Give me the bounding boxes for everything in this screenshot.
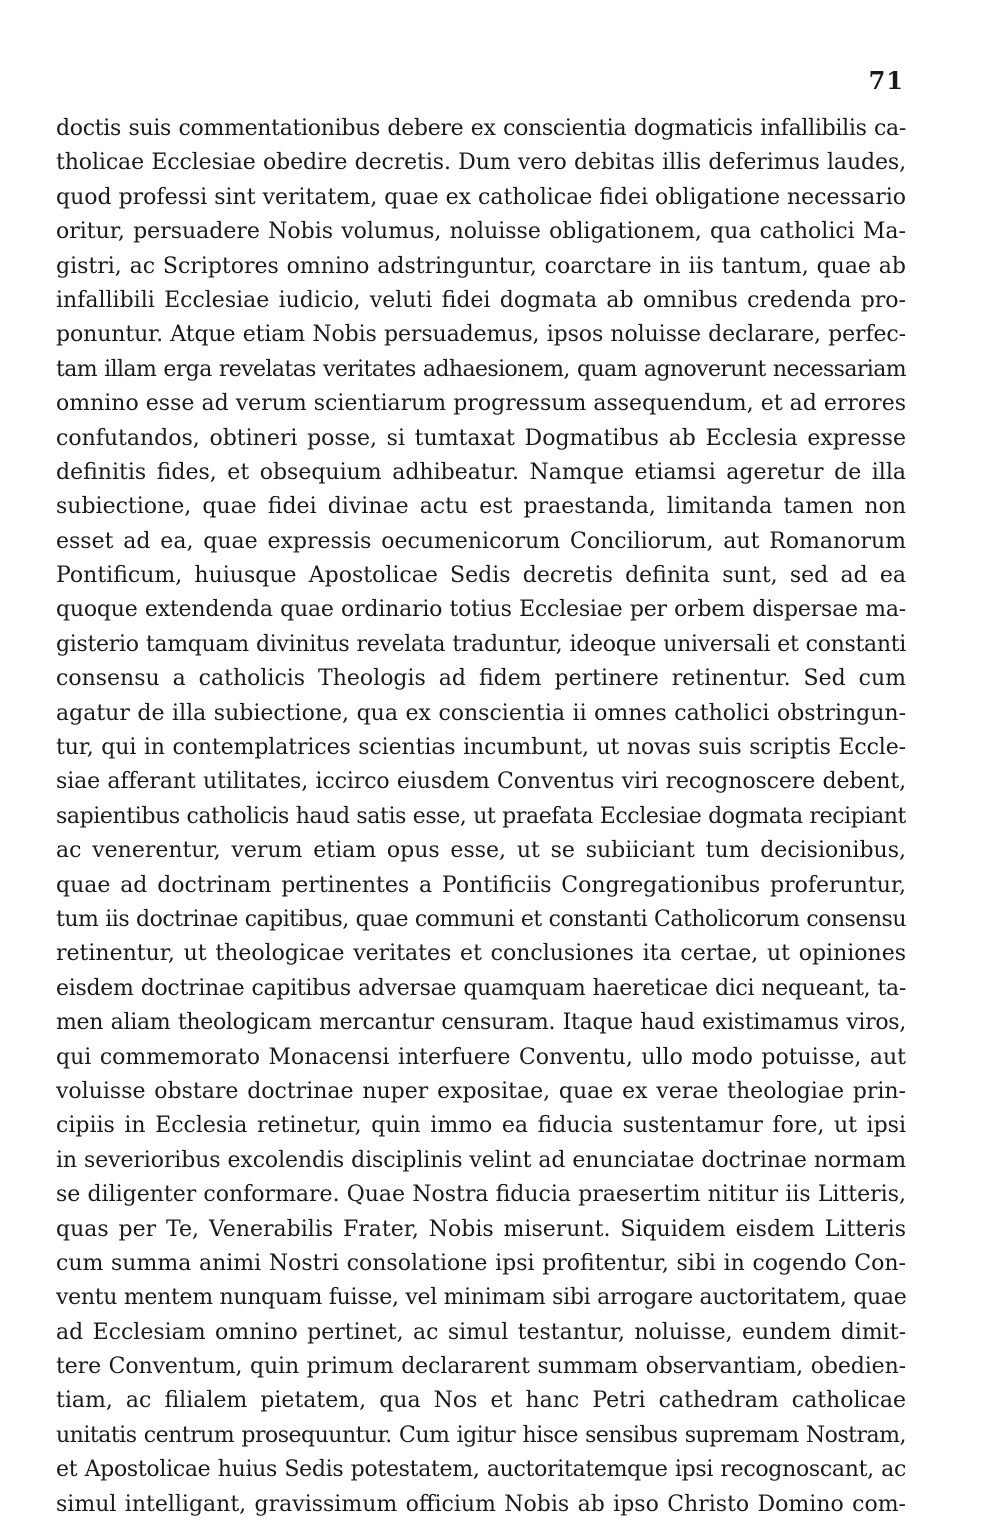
text-line: men aliam theologicam mercantur censuram. Itaque haud existimamus viros,	[56, 1010, 906, 1036]
text-line: ventu mentem nunquam fuisse, vel minimam sibi arrogare auctoritatem, quae	[56, 1285, 906, 1311]
text-line: agatur de illa subiectione, qua ex conscientia ii omnes catholici obstringun-	[56, 700, 906, 726]
text-line: voluisse obstare doctrinae nuper expositae, quae ex verae theologiae prin-	[56, 1078, 906, 1104]
text-line: quae ad doctrinam pertinentes a Pontificiis Congregationibus proferuntur,	[56, 872, 906, 898]
text-line: cum summa animi Nostri consolatione ipsi profitentur, sibi in cogendo Con-	[56, 1250, 906, 1276]
text-line: sapientibus catholicis haud satis esse, ut praefata Ecclesiae dogmata recipiant	[56, 803, 906, 829]
text-line: simul intelligant, gravissimum officium Nobis ab ipso Christo Domino com-	[56, 1491, 906, 1517]
text-line: qui commemorato Monacensi interfuere Conventu, ullo modo potuisse, aut	[56, 1044, 906, 1070]
text-line: quoque extendenda quae ordinario totius Ecclesiae per orbem dispersae ma-	[56, 597, 906, 623]
text-line: gisterio tamquam divinitus revelata traduntur, ideoque universali et constanti	[56, 631, 906, 657]
text-line: tur, qui in contemplatrices scientias incumbunt, ut novas suis scriptis Eccle-	[56, 735, 906, 761]
page-number: 71	[868, 66, 904, 95]
text-line: ad Ecclesiam omnino pertinet, ac simul testantur, noluisse, eundem dimit-	[56, 1319, 906, 1345]
text-line: consensu a catholicis Theologis ad fidem pertinere retinentur. Sed cum	[56, 666, 906, 692]
text-line: ac venerentur, verum etiam opus esse, ut se subiiciant tum decisionibus,	[56, 838, 906, 864]
text-line: Pontificum, huiusque Apostolicae Sedis decretis definita sunt, sed ad ea	[56, 563, 906, 589]
text-line: unitatis centrum prosequuntur. Cum igitur hisce sensibus supremam Nostram,	[56, 1422, 906, 1448]
text-line: doctis suis commentationibus debere ex conscientia dogmaticis infallibilis ca-	[56, 116, 906, 141]
text-line: tere Conventum, quin primum declararent summam observantiam, obedien-	[56, 1354, 906, 1380]
text-line: cipiis in Ecclesia retinetur, quin immo ea fiducia sustentamur fore, ut ipsi	[56, 1113, 906, 1139]
text-line: gistri, ac Scriptores omnino adstringuntur, coarctare in iis tantum, quae ab	[56, 253, 906, 279]
text-line: ponuntur. Atque etiam Nobis persuademus, ipsos noluisse declarare, perfec-	[56, 322, 906, 348]
text-line: confutandos, obtineri posse, si tumtaxat Dogmatibus ab Ecclesia expresse	[56, 425, 906, 451]
text-line: infallibili Ecclesiae iudicio, veluti fidei dogmata ab omnibus credenda pro-	[56, 287, 906, 313]
text-line: et Apostolicae huius Sedis potestatem, auctoritatemque ipsi recognoscant, ac	[56, 1457, 906, 1483]
text-line: oritur, persuadere Nobis volumus, noluisse obligationem, qua catholici Ma-	[56, 219, 906, 245]
text-line: tholicae Ecclesiae obedire decretis. Dum vero debitas illis deferimus laudes,	[56, 150, 906, 176]
text-line: esset ad ea, quae expressis oecumenicorum Conciliorum, aut Romanorum	[56, 528, 906, 554]
text-line: tum iis doctrinae capitibus, quae communi et constanti Catholicorum consensu	[56, 906, 906, 932]
text-line: se diligenter conformare. Quae Nostra fiducia praesertim nititur iis Litteris,	[56, 1182, 906, 1208]
text-line: quod professi sint veritatem, quae ex catholicae fidei obligatione necessario	[56, 184, 906, 210]
text-line: tiam, ac filialem pietatem, qua Nos et hanc Petri cathedram catholicae	[56, 1388, 906, 1414]
text-line: eisdem doctrinae capitibus adversae quamquam haereticae dici nequeant, ta-	[56, 975, 906, 1001]
text-line: retinentur, ut theologicae veritates et conclusiones ita certae, ut opiniones	[56, 941, 906, 967]
text-line: subiectione, quae fidei divinae actu est praestanda, limitanda tamen non	[56, 494, 906, 520]
text-line: tam illam erga revelatas veritates adhaesionem, quam agnoverunt necessariam	[56, 356, 906, 382]
text-line: omnino esse ad verum scientiarum progressum assequendum, et ad errores	[56, 391, 906, 417]
body-text	[56, 112, 906, 1522]
text-line: definitis fides, et obsequium adhibeatur. Namque etiamsi ageretur de illa	[56, 459, 906, 485]
text-line: quas per Te, Venerabilis Frater, Nobis miserunt. Siquidem eisdem Litteris	[56, 1216, 906, 1242]
text-line: in severioribus excolendis disciplinis velint ad enunciatae doctrinae normam	[56, 1147, 906, 1173]
text-line: siae afferant utilitates, iccirco eiusdem Conventus viri recognoscere debent,	[56, 769, 906, 795]
